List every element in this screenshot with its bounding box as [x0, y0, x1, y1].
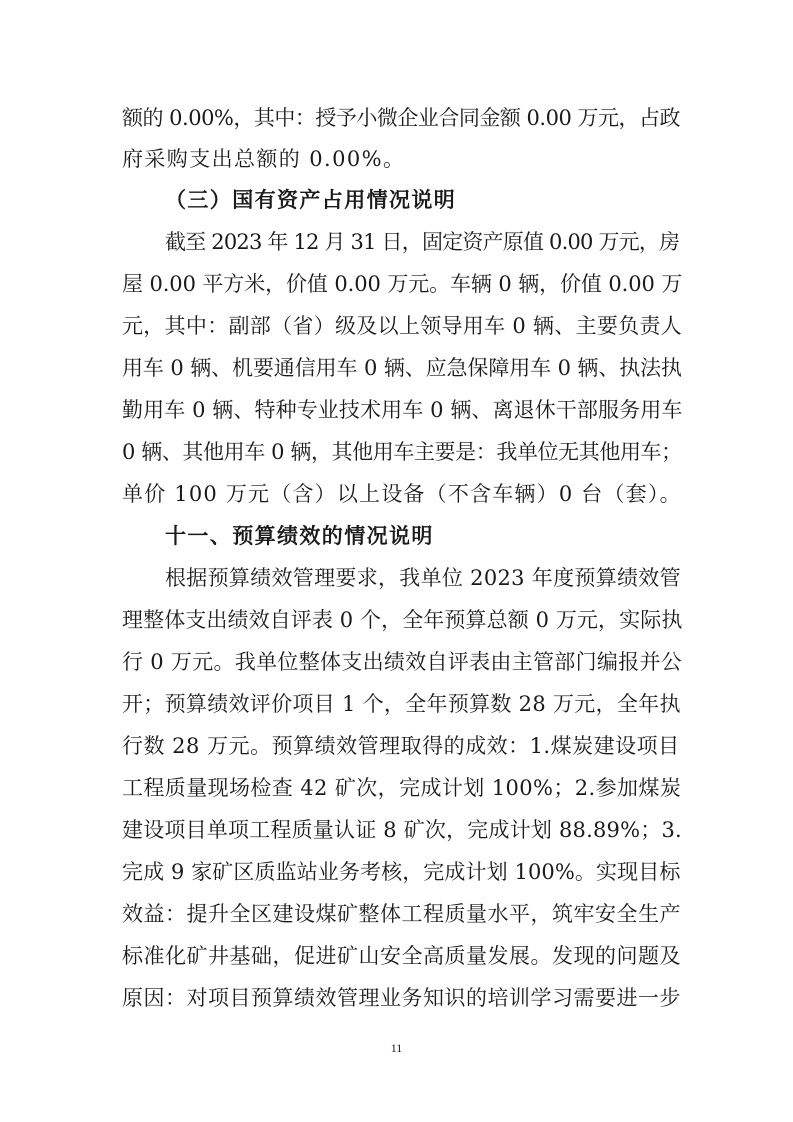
body-text-line: 效益：提升全区建设煤矿整体工程质量水平，筑牢安全生产	[122, 902, 681, 926]
page-number: 11	[390, 1041, 403, 1055]
body-text-line: 屋 0.00 平方米，价值 0.00 万元。车辆 0 辆，价值 0.00 万	[122, 272, 683, 296]
section-heading: 十一、预算绩效的情况说明	[165, 524, 434, 548]
body-text-line: 原因：对项目预算绩效管理业务知识的培训学习需要进一步	[122, 986, 681, 1010]
body-text-line: 单价 100 万元（含）以上设备（不含车辆）0 台（套）。	[122, 482, 682, 506]
body-text-line: 根据预算绩效管理要求，我单位 2023 年度预算绩效管	[165, 566, 681, 590]
body-text-line: 工程质量现场检查 42 矿次，完成计划 100%；2.参加煤炭	[122, 776, 682, 800]
body-text-line: 0 辆、其他用车 0 辆，其他用车主要是：我单位无其他用车；	[122, 440, 682, 464]
body-text-line: 额的 0.00%，其中：授予小微企业合同金额 0.00 万元，占政	[122, 106, 680, 130]
body-text-line: 元，其中：副部（省）级及以上领导用车 0 辆、主要负责人	[122, 314, 683, 338]
body-text-line: 标准化矿井基础，促进矿山安全高质量发展。发现的问题及	[122, 944, 681, 968]
body-text-line: 截至 2023 年 12 月 31 日，固定资产原值 0.00 万元，房	[165, 230, 680, 254]
body-text-line: 用车 0 辆、机要通信用车 0 辆、应急保障用车 0 辆、执法执	[122, 356, 682, 380]
body-text-line: 勤用车 0 辆、特种专业技术用车 0 辆、离退休干部服务用车	[122, 398, 683, 422]
body-text-line: 理整体支出绩效自评表 0 个，全年预算总额 0 万元，实际执	[122, 608, 683, 632]
body-text-line: 府采购支出总额的 0.00%。	[122, 147, 406, 171]
body-text-line: 建设项目单项工程质量认证 8 矿次，完成计划 88.89%；3.	[122, 818, 682, 842]
section-heading: （三）国有资产占用情况说明	[165, 188, 457, 212]
body-text-line: 开；预算绩效评价项目 1 个，全年预算数 28 万元，全年执	[122, 692, 681, 716]
body-text-line: 行 0 万元。我单位整体支出绩效自评表由主管部门编报并公	[122, 650, 683, 674]
body-text-line: 完成 9 家矿区质监站业务考核，完成计划 100%。实现目标	[122, 860, 681, 884]
body-text-line: 行数 28 万元。预算绩效管理取得的成效：1.煤炭建设项目	[122, 734, 680, 758]
